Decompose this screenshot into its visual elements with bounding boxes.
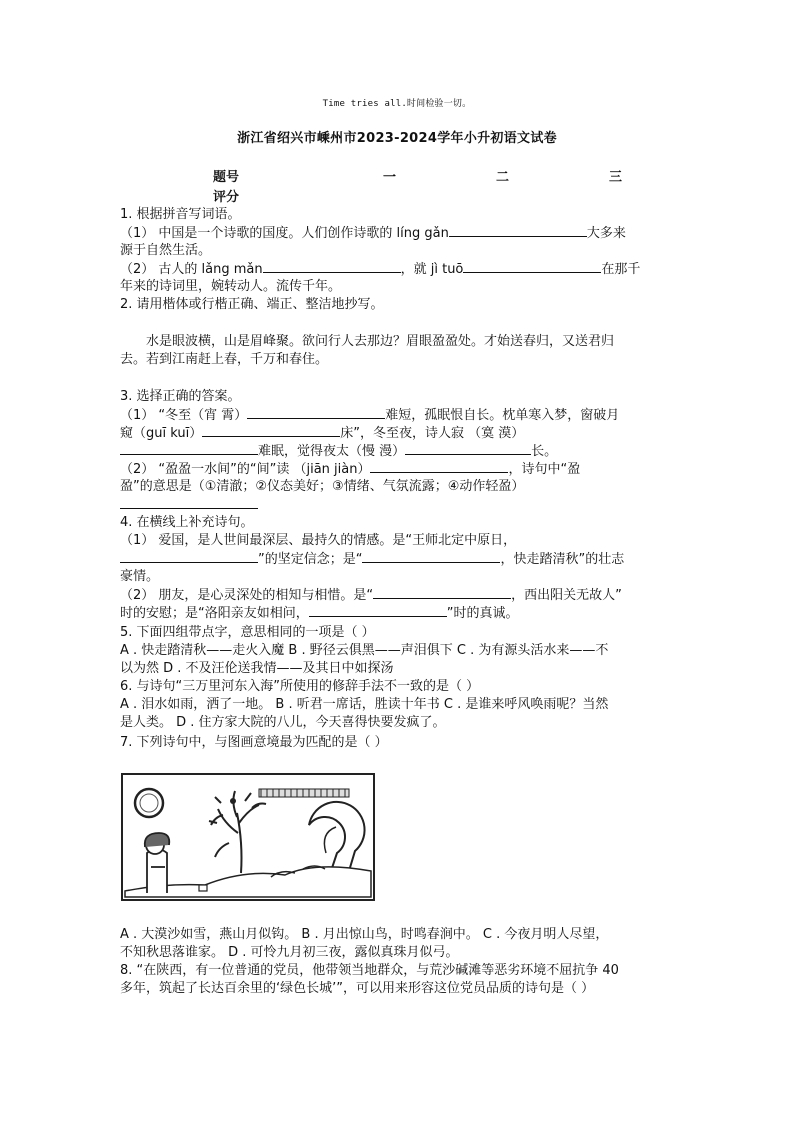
score-row-label: 评分 — [213, 190, 240, 205]
answer-blank[interactable] — [370, 460, 508, 473]
question-7-options-2: 不知秋思落谁家。 D . 可怜九月初三夜，露似真珠月似弓。 — [120, 945, 459, 960]
question-4-part-1-line-1: （1） 爱国，是人世间最深层、最持久的情感。是“王师北定中原日， — [120, 533, 517, 548]
answer-blank[interactable] — [120, 496, 258, 509]
question-5-options-2: 以为然 D . 不及汪伦送我情——及其日中如探汤 — [120, 661, 394, 676]
question-3-part-2-line-3 — [120, 496, 258, 515]
score-col-2: 二 — [496, 170, 510, 185]
question-4-part-1-line-2: ”的坚定信念；是“ ，快走踏清秋”的壮志 — [120, 550, 624, 569]
question-3-part-1-line-2: 窥（guī kuī） 床”，冬至夜，诗人寂 （寞 漠） — [120, 426, 525, 441]
question-4-part-2-line-1: （2） 朋友，是心灵深处的相知与相惜。是“ ，西出阳关无故人” — [120, 588, 622, 603]
answer-blank[interactable] — [247, 406, 385, 419]
person-figure — [145, 833, 170, 893]
exam-title: 浙江省绍兴市嵊州市2023-2024学年小升初语文试卷 — [237, 131, 557, 146]
answer-blank[interactable] — [373, 586, 511, 599]
answer-blank[interactable] — [405, 442, 531, 455]
question-3-part-1-line-3: 难眠，觉得夜太（慢 漫） 长。 — [120, 442, 557, 461]
question-6-options-1: A . 泪水如雨，洒了一地。 B . 听君一席话，胜读十年书 C . 是谁来呼风唤雨呢？当然 — [120, 697, 609, 712]
question-5-stem: 5. 下面四组带点字，意思相同的一项是（ ） — [120, 625, 375, 640]
score-col-1: 一 — [383, 170, 397, 185]
answer-blank[interactable] — [449, 224, 587, 237]
answer-blank[interactable] — [463, 260, 601, 273]
answer-blank[interactable] — [362, 550, 500, 563]
question-8-line-2: 多年，筑起了长达百余里的‘绿色长城’”，可以用来形容这位党员品质的诗句是（ ） — [120, 981, 595, 996]
question-1-part-1-cont: 源于自然生活。 — [120, 243, 212, 258]
question-3-stem: 3. 选择正确的答案。 — [120, 389, 241, 404]
answer-blank[interactable] — [120, 442, 258, 455]
question-3-part-2-line-1: （2） “盈盈一水间”的“间”读 （jiān jiàn） ，诗句中“盈 — [120, 462, 581, 477]
winter-scene-illustration — [121, 773, 375, 901]
question-1-stem: 1. 根据拼音写词语。 — [120, 207, 241, 222]
question-8-line-1: 8. “在陕西，有一位普通的党员，他带领当地群众，与荒沙碱滩等恶劣环境不屈抗争 40 — [120, 963, 619, 978]
question-6-stem: 6. 与诗句“三万里河东入海”所使用的修辞手法不一致的是（ ） — [120, 679, 480, 694]
question-4-part-1-line-3: 豪情。 — [120, 569, 160, 584]
stone-post — [199, 885, 207, 891]
question-6-options-2: 是人类。 D . 住方家大院的八儿，今天喜得快要发疯了。 — [120, 715, 446, 730]
question-1-part-2-cont: 年来的诗词里，婉转动人。流传千年。 — [120, 279, 342, 294]
answer-blank[interactable] — [309, 604, 447, 617]
question-3-part-1-line-1: （1） “冬至（宵 霄） 难短，孤眠恨自长。枕单寒入梦，窗破月 — [120, 408, 620, 423]
question-4-stem: 4. 在横线上补充诗句。 — [120, 515, 254, 530]
page-motto: Time tries all.时间检验一切。 — [322, 99, 472, 109]
score-col-3: 三 — [609, 170, 623, 185]
poem-line-1: 水是眼波横，山是眉峰聚。欲问行人去那边？眉眼盈盈处。才始送春归，又送君归 — [146, 334, 615, 349]
bird-icon — [230, 798, 236, 804]
question-3-part-2-line-2: 盈”的意思是（①清澈；②仪态美好；③情绪、气氛流露；④动作轻盈） — [120, 479, 525, 494]
score-header-label: 题号 — [213, 170, 240, 185]
question-1-part-2: （2） 古人的 lǎng mǎn ，就 jì tuō 在那千 — [120, 262, 641, 277]
answer-blank[interactable] — [202, 424, 340, 437]
answer-blank[interactable] — [263, 260, 401, 273]
poem-line-2: 去。若到江南赶上春，千万和春住。 — [120, 352, 329, 367]
courtyard-wall — [259, 789, 349, 797]
question-5-options-1: A . 快走踏清秋——走火入魔 B . 野径云俱黑——声泪俱下 C . 为有源头活水来——不 — [120, 643, 609, 658]
question-2-stem: 2. 请用楷体或行楷正确、端正、整洁地抄写。 — [120, 297, 384, 312]
answer-blank[interactable] — [120, 550, 258, 563]
question-7-stem: 7. 下列诗句中，与图画意境最为匹配的是（ ） — [120, 735, 388, 750]
question-1-part-1: （1） 中国是一个诗歌的国度。人们创作诗歌的 líng gǎn 大多来 — [120, 226, 626, 241]
question-7-options-1: A . 大漠沙如雪，燕山月似钩。 B . 月出惊山鸟，时鸣春涧中。 C . 今夜月明人尽望， — [120, 927, 609, 942]
question-4-part-2-line-2: 时的安慰；是“洛阳亲友如相问， ”时的真诚。 — [120, 606, 519, 621]
